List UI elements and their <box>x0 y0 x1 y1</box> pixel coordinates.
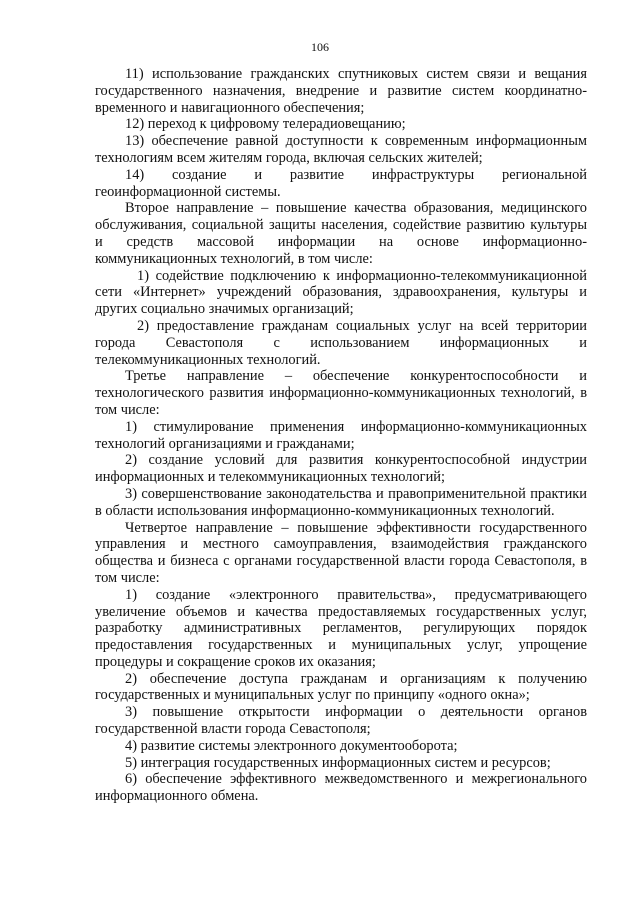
paragraph-item-13: 13) обеспечение равной доступности к современным информационным технологиям всем жителям города, включая сельских жителей; <box>95 133 587 166</box>
paragraph-direction-3-item-1: 1) стимулирование применения информационно-коммуникационных технологий организациями и гражданами; <box>95 418 587 452</box>
paragraph-direction-4-item-4: 4) развитие системы электронного документооборота; <box>125 737 458 754</box>
document-body <box>95 66 587 805</box>
paragraph-item-12: 12) переход к цифровому телерадиовещанию; <box>125 116 406 133</box>
paragraph-direction-4-item-3: 3) повышение открытости информации о деятельности органов государственной власти города Севастополя; <box>95 704 587 738</box>
paragraph-direction-2-item-1: 1) содействие подключению к информационно-телекоммуникационной сети «Интернет» учреждений образования, здравоохранения, культуры и других социально значимых организаций; <box>95 267 587 318</box>
paragraph-direction-4-item-5: 5) интеграция государственных информационных систем и ресурсов; <box>125 754 551 771</box>
paragraph-direction-2-item-2: 2) предоставление гражданам социальных услуг на всей территории города Севастополя с использованием информационных и телекоммуникационных технологий. <box>95 317 587 368</box>
paragraph-direction-4-item-6: 6) обеспечение эффективного межведомственного и межрегионального информационного обмена. <box>95 771 587 805</box>
page-number: 106 <box>311 40 329 54</box>
paragraph-direction-4-item-2: 2) обеспечение доступа гражданам и организациям к получению государственных и муниципальных услуг по принципу «одного окна»; <box>95 670 587 704</box>
paragraph-direction-4: Четвертое направление – повышение эффективности государственного управления и местного самоуправления, взаимодействия гражданского общества и бизнеса с органами государственной власти города Севастополя, в том числе: <box>95 519 587 586</box>
paragraph-item-14: 14) создание и развитие инфраструктуры региональной геоинформационной системы. <box>95 166 587 200</box>
paragraph-direction-2: Второе направление – повышение качества образования, медицинского обслуживания, социальной защиты населения, содействие развитию культуры и средств массовой информации на основе информационно-коммуникационных технологий, в том числе: <box>95 200 587 267</box>
paragraph-item-11: 11) использование гражданских спутниковых систем связи и вещания государственного назначения, внедрение и развитие систем координатно-временного и навигационного обеспечения; <box>95 66 587 116</box>
paragraph-direction-4-item-1: 1) создание «электронного правительства», предусматривающего увеличение объемов и качества предоставляемых государственных услуг, разработку административных регламентов, регулирующих порядок предоставления государственных и муниципальных услуг, упрощение процедуры и сокращение сроков их оказания; <box>95 586 587 670</box>
paragraph-direction-3: Третье направление – обеспечение конкурентоспособности и технологического развития информационно-коммуникационных технологий, в том числе: <box>95 368 587 418</box>
paragraph-direction-3-item-3: 3) совершенствование законодательства и правоприменительной практики в области использования информационно-коммуникационных технологий. <box>95 485 587 519</box>
paragraph-direction-3-item-2: 2) создание условий для развития конкурентоспособной индустрии информационных и телекоммуникационных технологий; <box>95 452 587 486</box>
